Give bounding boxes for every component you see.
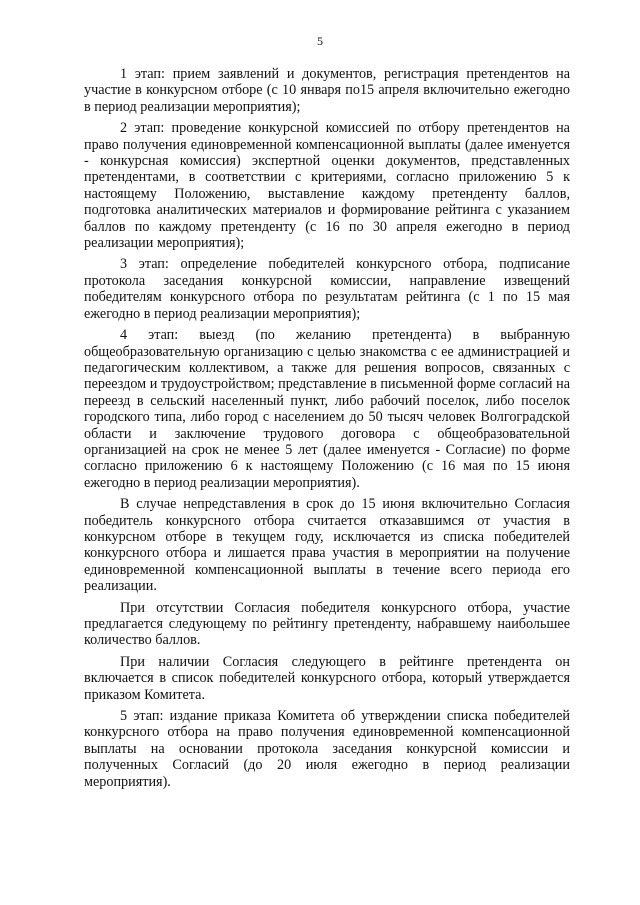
paragraph-non-submission: В случае непредставления в срок до 15 июня включительно Согласия победитель конкурсного отбора считается отказавшимся от участия в конкурсном отборе в текущем году, исключается из списка победителей конкурсного отбора и лишается права участия в мероприятии на получение единовременной компенсационной выплаты в течение всего периода его реализации. <box>84 496 570 595</box>
paragraph-stage-3: 3 этап: определение победителей конкурсного отбора, подписание протокола заседания конкурсной комиссии, направление извещений победителям конкурсного отбора по результатам рейтинга (с 1 по 15 мая ежегодно в период реализации мероприятия); <box>84 256 570 322</box>
paragraph-stage-4: 4 этап: выезд (по желанию претендента) в выбранную общеобразовательную организацию с целью знакомства с ее администрацией и педагогическим коллективом, а также для решения вопросов, связанных с переездом и трудоустройством; представление в письменной форме согласий на переезд в сельский населенный пункт, либо рабочий поселок, либо поселок городского типа, либо город с населением до 50 тысяч человек Волгоградской области и заключение трудового договора с общеобразовательной организацией на срок не менее 5 лет (далее именуется - Согласие) по форме согласно приложению 6 к настоящему Положению (с 16 мая по 15 июня ежегодно в период реализации мероприятия). <box>84 327 570 491</box>
paragraph-absence-of-consent: При отсутствии Согласия победителя конкурсного отбора, участие предлагается следующему по рейтингу претенденту, набравшему наибольшее количество баллов. <box>84 599 570 649</box>
paragraph-presence-of-consent: При наличии Согласия следующего в рейтинге претендента он включается в список победителей конкурсного отбора, который утверждается приказом Комитета. <box>84 653 570 703</box>
paragraph-stage-5: 5 этап: издание приказа Комитета об утверждении списка победителей конкурсного отбора на право получения единовременной компенсационной выплаты на основании протокола заседания конкурсной комиссии и полученных Согласий (до 20 июля ежегодно в период реализации мероприятия). <box>84 708 570 790</box>
page-number: 5 <box>317 34 323 48</box>
paragraph-stage-1: 1 этап: прием заявлений и документов, регистрация претендентов на участие в конкурсном отборе (с 10 января по15 апреля включительно ежегодно в период реализации мероприятия); <box>84 66 570 115</box>
document-body <box>84 66 570 795</box>
paragraph-stage-2: 2 этап: проведение конкурсной комиссией по отбору претендентов на право получения единовременной компенсационной выплаты (далее именуется - конкурсная комиссия) экспертной оценки документов, представленных претендентами, в соответствии с критериями, согласно приложению 5 к настоящему Положению, выставление каждому претенденту баллов, подготовка аналитических материалов и формирование рейтинга с указанием баллов по каждому претенденту (с 16 по 30 апреля ежегодно в период реализации мероприятия); <box>84 120 570 252</box>
